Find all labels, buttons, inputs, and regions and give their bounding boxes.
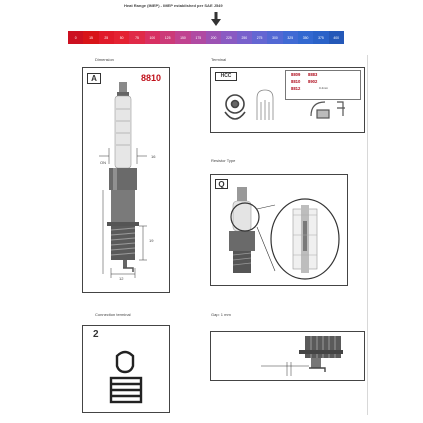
dimension-measure-upper: 16 bbox=[151, 154, 156, 159]
connection-panel bbox=[82, 325, 170, 413]
heat-scale-cell: 200 bbox=[206, 31, 221, 44]
heat-scale-cell: 175 bbox=[191, 31, 206, 44]
section-label-terminal: Terminal bbox=[211, 57, 227, 62]
terminal-drawing bbox=[211, 68, 363, 131]
terminal-code-badge: HCC bbox=[215, 72, 237, 81]
heat-scale-cell: 0 bbox=[68, 31, 83, 44]
section-label-connection-terminal: Connection terminal bbox=[95, 312, 131, 317]
arrow-down-icon bbox=[211, 12, 221, 26]
heat-scale-cell: 250 bbox=[237, 31, 252, 44]
terminal-part-number: 8883 bbox=[308, 72, 318, 77]
heat-scale-cell: 375 bbox=[313, 31, 328, 44]
dimension-letter-badge: A bbox=[87, 73, 101, 84]
heat-range-title: Heat Range (IMEP) - IMEP established per SAE J549 bbox=[124, 3, 223, 8]
heat-scale-cell: 25 bbox=[99, 31, 114, 44]
section-label-resistor-type: Resistor Type bbox=[211, 158, 236, 163]
heat-scale-cell: 75 bbox=[129, 31, 144, 44]
terminal-panel bbox=[210, 67, 365, 133]
resistor-drawing bbox=[211, 175, 346, 284]
heat-scale-cell: 15 bbox=[83, 31, 98, 44]
terminal-part-number: 8809 bbox=[291, 72, 301, 77]
dimension-measure-low: 12 bbox=[119, 276, 124, 281]
heat-scale-cell: 275 bbox=[252, 31, 267, 44]
heat-scale-cell: 225 bbox=[221, 31, 236, 44]
resistor-letter-badge: Q bbox=[215, 179, 228, 189]
heat-scale-cell: 300 bbox=[267, 31, 282, 44]
heat-scale-cell: 150 bbox=[175, 31, 190, 44]
divider-line bbox=[367, 55, 368, 415]
connection-terminal-drawing bbox=[83, 326, 168, 411]
heat-scale-cell: 50 bbox=[114, 31, 129, 44]
gap-panel bbox=[210, 331, 365, 381]
dimension-label-on: ON bbox=[100, 160, 106, 165]
heat-scale-cell: 100 bbox=[145, 31, 160, 44]
gap-drawing bbox=[211, 332, 363, 379]
dimension-measure-mid: 19 bbox=[149, 238, 154, 243]
resistor-panel bbox=[210, 174, 348, 286]
heat-scale-cell: 125 bbox=[160, 31, 175, 44]
terminal-part-number: 8902 bbox=[308, 79, 318, 84]
connection-number: 2 bbox=[93, 329, 99, 340]
terminal-small-note: 0.4mm bbox=[319, 86, 329, 90]
spark-plug-dimension-drawing bbox=[83, 68, 168, 291]
heat-range-scale bbox=[68, 31, 344, 44]
heat-scale-cell: 325 bbox=[283, 31, 298, 44]
terminal-part-number: 8810 bbox=[291, 79, 301, 84]
heat-scale-cell: 400 bbox=[329, 31, 344, 44]
dimension-panel bbox=[82, 67, 170, 293]
section-label-gap: Gap: 1 mm bbox=[211, 312, 231, 317]
terminal-part-number: 8812 bbox=[291, 86, 301, 91]
section-label-dimension: Dimension bbox=[95, 57, 114, 62]
dimension-part-number: 8810 bbox=[141, 73, 162, 83]
heat-scale-cell: 350 bbox=[298, 31, 313, 44]
